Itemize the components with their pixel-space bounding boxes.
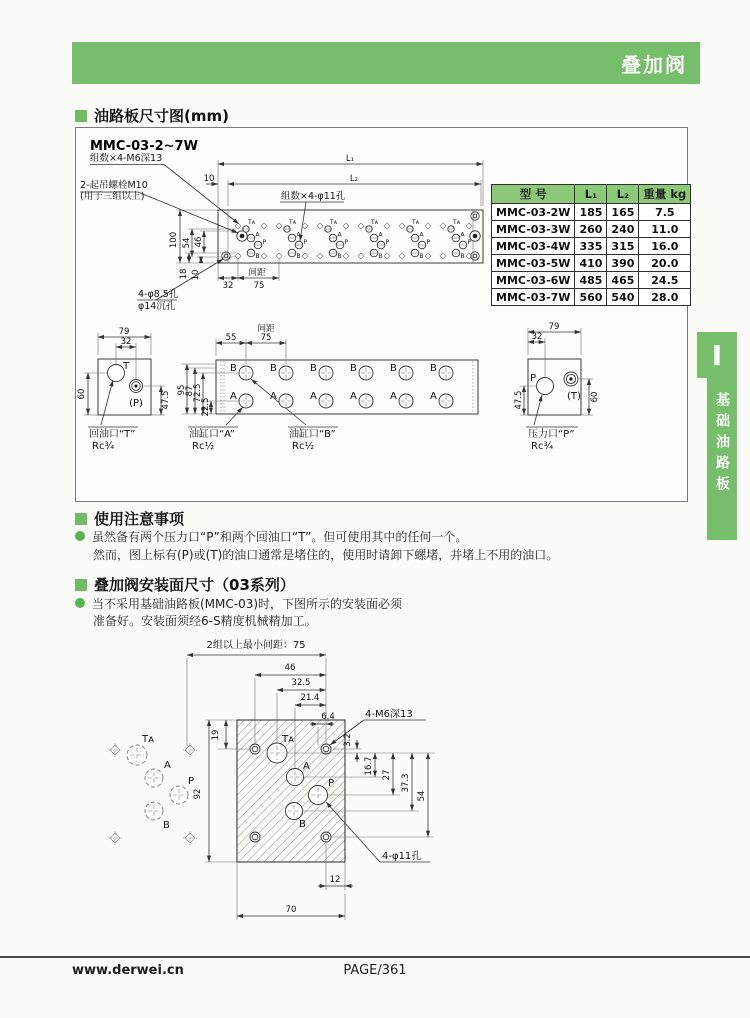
dim-10: 10 [203,174,215,184]
port-label-ta: Tᴀ [412,219,420,226]
footer-divider [0,956,750,958]
rv-dim-79: 79 [548,322,560,332]
footer-page-number: PAGE/361 [343,963,407,978]
d2-27: 27 [382,769,392,781]
section3-line2: 准备好。安装面须经6-S精度机械精加工。 [93,614,317,628]
port-label-b: B [337,253,342,260]
lv-dim-32: 32 [120,337,132,347]
port-label-ta: Tᴀ [289,219,297,226]
section3-bullet1 [75,595,402,612]
d2-46: 46 [284,663,296,673]
mid-95: 95 [177,384,187,396]
dim-pitch: 间距 [248,268,266,278]
section2-title [75,508,184,529]
mid-port-a: A [350,391,357,402]
section2-line1: 虽然备有两个压力口“P”和两个回油口“T”。但可使用其中的任何一个。 [92,530,468,544]
mid-port-a: A [390,391,397,402]
section-square-icon [75,579,87,591]
port-label-b: B [460,253,465,260]
mid-port-a: A [310,391,317,402]
dim-l2: L₂ [349,174,359,184]
lv-dim-47-5: 47.5 [161,390,171,410]
dim-100: 100 [169,231,179,249]
port-label-ta: Tᴀ [330,219,338,226]
spec-row: MMC-03-3W 260 240 11.0 [492,221,691,238]
d2-19: 19 [211,729,221,741]
mid-port-b: B [270,363,277,374]
mid-view-linework [181,339,478,427]
d2-70: 70 [285,905,297,915]
ab-hole-pair [310,363,333,408]
rv-dim-60: 60 [590,391,600,403]
section2-title-text: 使用注意事项 [94,510,185,528]
left-end-view-linework [84,333,165,427]
spec-table-body [492,204,691,306]
spec-row: MMC-03-2W 185 165 7.5 [492,204,691,221]
lv-leader-label: 回油口“T” [89,429,136,440]
lv-port-t: T [123,361,130,372]
d2-12: 12 [329,875,341,885]
ab-hole-pair [390,363,413,408]
bullet-dot-icon [75,531,85,541]
valve-port-group [440,219,472,260]
dim-46: 46 [194,236,204,248]
d2-ghost-a: A [164,760,171,771]
port-label-p: P [303,239,308,246]
dim-18: 18 [179,268,189,280]
lv-dim-79: 79 [118,327,130,337]
mid-72-5: 72.5 [193,383,203,403]
side-tab-index-letter: I [711,338,723,372]
d2-m6-note: 4-M6深13 [365,709,413,720]
mid-22-5: 22.5 [201,397,211,417]
mounting-face-drawing [90,628,470,938]
dim-54: 54 [182,237,192,249]
footer-website: www.derwei.cn [72,963,184,978]
d2-min-pitch: 2组以上最小间距：75 [206,640,306,651]
mid-port-a: A [430,391,437,402]
rv-leader-label: 压力口“P” [528,429,575,440]
d2-32-5: 32.5 [291,678,311,688]
spec-col-header: 型 号 [492,185,575,204]
spec-row: MMC-03-6W 485 465 24.5 [492,272,691,289]
port-label-ta: Tᴀ [248,219,256,226]
lv-dim-60: 60 [77,388,87,400]
port-label-p: P [344,239,349,246]
port-label-a: A [255,231,260,239]
d2-37-3: 37.3 [401,773,411,793]
section3-title [75,574,295,595]
side-tab-index [697,332,737,378]
port-label-a: A [337,231,342,239]
port-label-ta: Tᴀ [371,219,379,226]
mid-b-thread: Rc½ [292,441,315,452]
dim-32: 32 [222,281,234,291]
d2-54: 54 [417,790,427,802]
note-bolt2: (用于三组以上) [80,191,145,202]
spec-col-header: 重量 kg [639,185,691,204]
valve-port-group [399,219,431,260]
section-square-icon [75,513,87,525]
note-counterbore2: φ14沉孔 [138,301,176,312]
section3-line1: 当不采用基础油路板(MMC-03)时，下图所示的安装面必须 [92,597,403,611]
d2-ghost-p: P [188,776,195,787]
spec-table-header-row [492,185,691,204]
port-label-p: P [426,239,431,246]
bullet-dot-icon [75,598,85,608]
rv-dim-47-5: 47.5 [514,390,524,410]
d2-port-b: B [299,819,306,830]
rv-thread-label: Rc¾ [531,441,554,452]
section2-line2: 然而，图上标有(P)或(T)的油口通常是堵住的，使用时请卸下螺堵，并堵上不用的油口。 [93,548,559,562]
d2-port-a: A [303,761,310,772]
note-m6: 组数×4-M6深13 [90,153,163,164]
side-tab-category-label: 基础油路板 [714,392,730,497]
section1-title-text: 油路板尺寸图(mm) [94,107,229,125]
spec-table [491,184,691,306]
spec-col-header: L₁ [575,185,607,204]
d2-16-7: 16.7 [364,756,374,776]
port-label-p: P [385,239,390,246]
port-label-a: A [419,231,424,239]
ab-hole-pair [350,363,373,408]
valve-port-group [358,219,390,260]
ab-hole-pair [270,363,293,408]
page-header-bar [72,42,700,84]
port-label-b: B [296,253,301,260]
mid-b-leader: 油缸口“B” [289,429,336,440]
section3-title-text: 叠加阀安装面尺寸（03系列） [94,576,295,594]
side-tab-category [707,378,737,540]
rv-port-t: (T) [567,391,581,402]
dimension-drawing-box [75,127,688,502]
port-label-a: A [378,231,383,239]
mid-port-a: A [270,391,277,402]
ab-hole-pair [230,363,253,408]
model-range-label: MMC-03-2~7W [90,139,198,154]
mid-a-leader: 油缸口“A” [189,429,235,440]
note-phi11: 组数×4-φ11孔 [281,191,346,202]
spec-row: MMC-03-5W 410 390 20.0 [492,255,691,272]
valve-port-group [317,219,349,260]
port-label-p: P [262,239,267,246]
rv-dim-32: 32 [531,332,543,342]
section-square-icon [75,110,87,122]
ghost-group [108,743,197,845]
mid-port-a: A [230,391,237,402]
section2-bullet1 [75,528,467,545]
spec-row: MMC-03-7W 560 540 28.0 [492,289,691,306]
mid-a-thread: Rc½ [192,441,215,452]
d2-phi11-note: 4-φ11孔 [382,851,422,862]
d2-6-4: 6.4 [321,712,335,722]
rv-port-p: P [530,373,537,384]
d2-port-ta: Tᴀ [282,734,295,745]
mid-pitch: 间距 [257,324,275,334]
lv-thread-label: Rc¾ [92,441,115,452]
port-label-ta: Tᴀ [453,219,461,226]
d2-ghost-ta: Tᴀ [142,734,155,745]
mid-port-b: B [430,363,437,374]
page-title: 叠加阀 [621,52,687,77]
mid-port-b: B [390,363,397,374]
d2-3-2: 3.2 [343,733,353,747]
d2-21-4: 21.4 [300,693,320,703]
ab-hole-pair [430,363,453,408]
mounting-linework [108,655,435,920]
d2-port-p: P [328,778,335,789]
section1-title [75,105,229,126]
mid-port-b: B [230,363,237,374]
spec-col-header: L₂ [607,185,639,204]
mid-75: 75 [260,333,272,343]
dim-75: 75 [253,281,265,291]
port-label-p: P [467,239,472,246]
spec-row: MMC-03-4W 335 315 16.0 [492,238,691,255]
d2-ghost-b: B [163,820,170,831]
port-label-b: B [378,253,383,260]
port-label-b: B [419,253,424,260]
mid-port-b: B [350,363,357,374]
valve-port-group [276,219,308,260]
port-label-a: A [460,231,465,239]
port-label-a: A [296,231,301,239]
d2-92: 92 [193,788,203,800]
note-counterbore1: 4-φ8.5孔 [138,289,179,300]
mid-port-b: B [310,363,317,374]
mid-87: 87 [185,385,195,397]
dim-10b: 10 [191,269,201,281]
mid-55: 55 [225,333,237,343]
note-bolt1: 2-起吊螺栓M10 [80,180,148,191]
dim-l1: L₁ [345,154,355,164]
lv-port-p: (P) [129,398,143,409]
port-label-b: B [255,253,260,260]
